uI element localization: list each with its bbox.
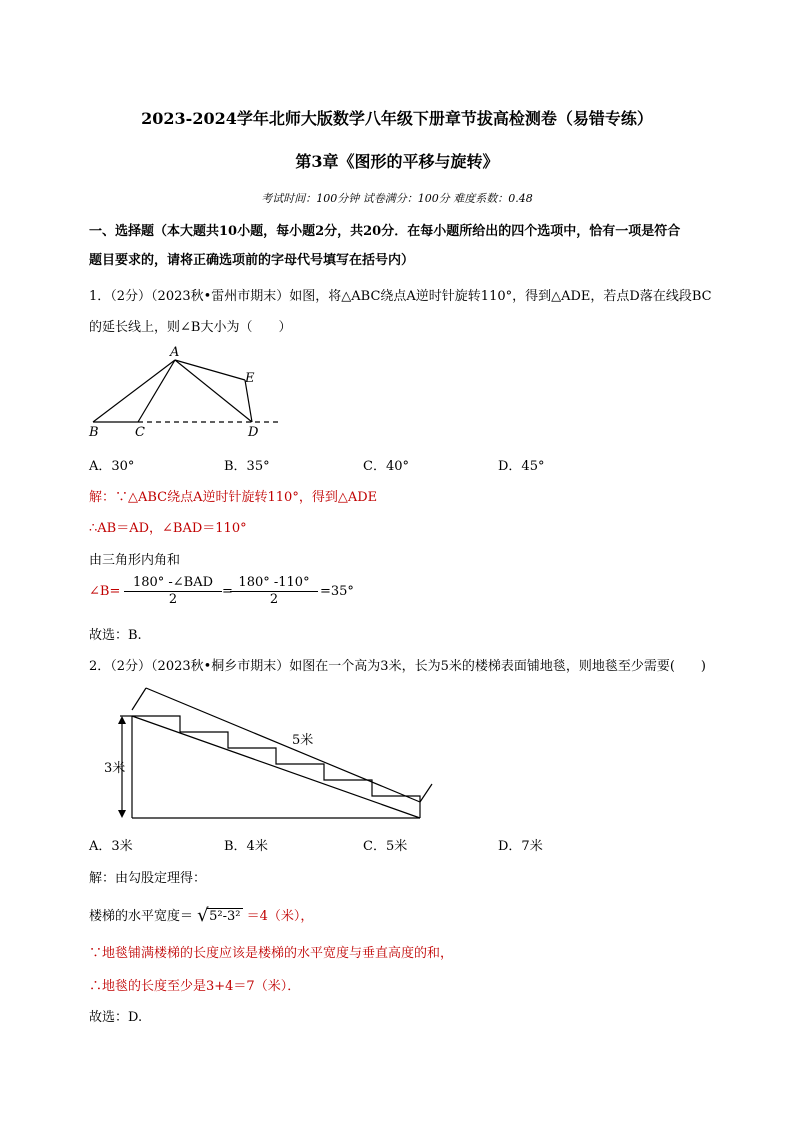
q2-option-a[interactable]: A．3米 — [89, 839, 133, 854]
label-height: 3米 — [104, 761, 126, 776]
q2-solution-line2-result: ＝4（米）， — [246, 909, 314, 924]
q2-solution-line3: ∵地毯铺满楼梯的长度应该是楼梯的水平宽度与垂直高度的和， — [89, 946, 454, 961]
q1-choice-text: 故选：B. — [89, 628, 142, 643]
label-c: C — [135, 425, 145, 440]
q2-solution-line2-prefix: 楼梯的水平宽度＝ — [89, 909, 194, 924]
exam-meta: 考试时间：100分钟 试卷满分：100分 难度系数：0.48 — [261, 192, 533, 205]
q1-triangle-figure — [80, 340, 290, 440]
q1-formula-equals: = — [222, 584, 233, 599]
label-d: D — [248, 425, 259, 440]
sqrt-expression — [197, 905, 242, 926]
q1-fraction-2-numerator: 180° -110° — [230, 575, 318, 592]
q1-fraction-2 — [230, 575, 318, 608]
q2-stem-line1: 2．（2分）（2023秋•桐乡市期末）如图在一个高为3米，长为5米的楼梯表面铺地毯，则地毯至少需要( ) — [89, 659, 706, 674]
q2-solution-line1: 解：由勾股定理得： — [89, 871, 207, 886]
q1-stem-line1: 1．（2分）（2023秋•雷州市期末）如图，将△ABC绕点A逆时针旋转110°，得到△ADE，若点D落在线段BC — [89, 289, 712, 304]
q2-option-b[interactable]: B．4米 — [224, 839, 268, 854]
section-heading-line1: 一、选择题（本大题共10小题，每小题2分，共20分．在每小题所给出的四个选项中，恰有一项是符合 — [89, 224, 681, 239]
q1-option-d[interactable]: D．45° — [498, 459, 545, 474]
sqrt-radicand: 5²-3² — [209, 909, 241, 924]
section-heading-line2: 题目要求的，请将正确选项前的字母代号填写在括号内） — [89, 253, 415, 268]
q2-stairs-figure — [104, 680, 440, 825]
label-length: 5米 — [292, 733, 314, 748]
q1-solution-choice — [89, 624, 142, 643]
q2-solution-line4: ∴地毯的长度至少是3+4＝7（米）． — [89, 979, 301, 994]
chapter-title: 第3章《图形的平移与旋转》 — [295, 152, 499, 171]
label-a: A — [170, 345, 180, 360]
q1-option-c[interactable]: C．40° — [363, 459, 409, 474]
q1-fraction-1-numerator: 180° -∠BAD — [124, 575, 222, 592]
sqrt-icon: √ — [197, 905, 209, 926]
label-e: E — [245, 371, 255, 386]
q2-option-c[interactable]: C．5米 — [363, 839, 408, 854]
q2-solution-line2 — [89, 905, 313, 924]
q2-option-d[interactable]: D．7米 — [498, 839, 543, 854]
q1-solution-line3: 由三角形内角和 — [89, 553, 181, 568]
q1-formula-lhs: ∠B= — [89, 584, 121, 599]
q1-solution-line2: ∴AB＝AD，∠BAD＝110° — [89, 521, 247, 536]
q1-option-a[interactable]: A．30° — [89, 459, 135, 474]
document-title: 2023-2024学年北师大版数学八年级下册章节拔高检测卷（易错专练） — [141, 109, 653, 128]
q1-fraction-1-denominator: 2 — [168, 592, 178, 607]
q2-solution-choice: 故选：D. — [89, 1010, 143, 1025]
q1-option-b[interactable]: B．35° — [224, 459, 270, 474]
label-b: B — [89, 425, 99, 440]
q1-fraction-2-denominator: 2 — [269, 592, 279, 607]
q1-fraction-1 — [124, 575, 222, 608]
q1-formula-result: =35° — [320, 584, 354, 599]
q1-solution-line1: 解：∵△ABC绕点A逆时针旋转110°，得到△ADE — [89, 490, 378, 505]
q1-stem-line2: 的延长线上，则∠B大小为（ ） — [89, 320, 292, 335]
